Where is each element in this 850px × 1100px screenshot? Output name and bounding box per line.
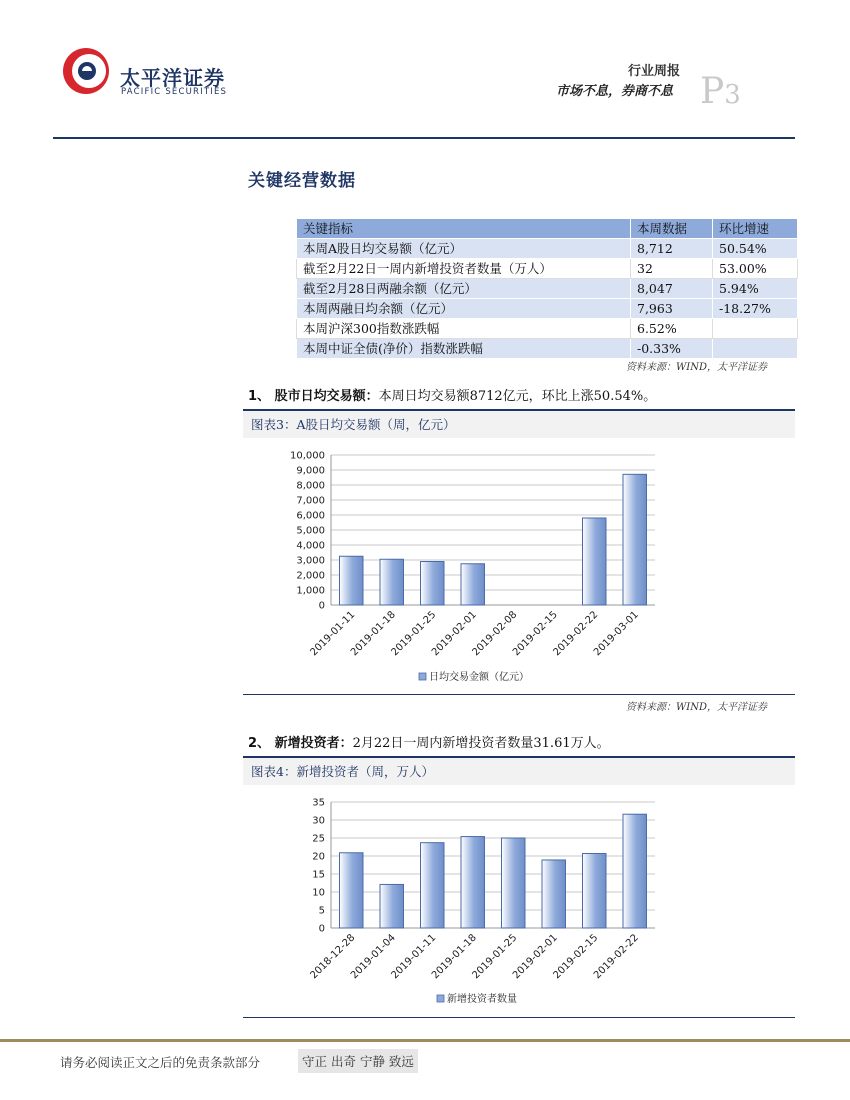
x-tick-label: 2019-01-18	[348, 609, 398, 659]
y-tick-label: 1,000	[296, 585, 325, 597]
source-note: 资料来源：WIND，太平洋证券	[626, 702, 767, 713]
page-digit: 3	[724, 80, 741, 110]
y-tick-label: 2,000	[296, 570, 325, 582]
bar	[623, 474, 646, 605]
report-type: 行业周报	[628, 64, 681, 79]
x-tick-label: 2018-12-28	[308, 932, 358, 982]
chart-daily-turnover	[243, 440, 795, 690]
bar	[502, 838, 525, 928]
x-tick-label: 2019-02-22	[591, 932, 641, 982]
table-cell: 32	[631, 259, 713, 279]
y-tick-label: 10	[312, 887, 325, 899]
bar	[461, 837, 484, 928]
table-cell: -18.27%	[713, 299, 798, 319]
paragraph-text: 2月22日一周内新增投资者数量31.61万人。	[352, 736, 610, 751]
bar	[542, 860, 565, 928]
x-tick-label: 2019-01-25	[389, 609, 439, 659]
y-tick-label: 5,000	[296, 525, 325, 537]
bar	[421, 562, 444, 606]
header-divider	[53, 137, 795, 139]
figure-title: 图表3：A股日均交易额（周，亿元）	[243, 411, 795, 438]
y-tick-label: 5	[318, 905, 325, 917]
figure-bottom-rule	[243, 1017, 795, 1018]
bar	[380, 559, 403, 605]
table-row	[297, 239, 798, 259]
y-tick-label: 20	[312, 851, 325, 863]
y-tick-label: 8,000	[296, 480, 325, 492]
table-cell: 本周中证全债(净价）指数涨跌幅	[297, 339, 631, 359]
figure-bottom-rule	[243, 694, 795, 695]
table-cell: 8,047	[631, 279, 713, 299]
paragraph-new-investors	[248, 732, 610, 751]
y-tick-label: 6,000	[296, 510, 325, 522]
legend-swatch	[419, 673, 426, 680]
table-header-cell: 环比增速	[713, 219, 798, 239]
y-tick-label: 9,000	[296, 465, 325, 477]
table-row	[297, 299, 798, 319]
disclaimer-note: 请务必阅读正文之后的免责条款部分	[60, 1055, 261, 1070]
table-cell: 6.52%	[631, 319, 713, 339]
report-tagline: 市场不息，券商不息	[556, 84, 674, 99]
bar	[421, 843, 444, 928]
y-tick-label: 25	[312, 833, 325, 845]
key-data-table	[296, 218, 798, 359]
bar	[380, 884, 403, 928]
table-cell: 截至2月28日两融余额（亿元）	[297, 279, 631, 299]
figure-title: 图表4：新增投资者（周，万人）	[243, 758, 795, 785]
company-motto: 守正 出奇 宁静 致远	[298, 1049, 418, 1073]
bar	[461, 564, 484, 605]
x-tick-label: 2019-02-01	[429, 609, 479, 659]
bar	[583, 853, 606, 928]
page-number	[700, 72, 741, 115]
y-tick-label: 4,000	[296, 540, 325, 552]
y-tick-label: 35	[312, 797, 325, 809]
table-cell	[713, 339, 798, 359]
table-cell: 本周两融日均余额（亿元）	[297, 299, 631, 319]
table-cell: 7,963	[631, 299, 713, 319]
x-tick-label: 2019-01-11	[308, 609, 358, 659]
x-tick-label: 2019-01-18	[429, 932, 479, 982]
paragraph-label: 1、 股市日均交易额：	[248, 389, 379, 404]
table-cell	[713, 319, 798, 339]
footer-divider	[0, 1039, 850, 1042]
table-cell: 本周沪深300指数涨跌幅	[297, 319, 631, 339]
x-tick-label: 2019-02-15	[551, 932, 601, 982]
legend-label: 日均交易金额（亿元）	[429, 672, 529, 683]
paragraph-text: 本周日均交易额8712亿元，环比上涨50.54%。	[378, 389, 657, 404]
paragraph-label: 2、 新增投资者：	[248, 736, 353, 751]
x-tick-label: 2019-01-25	[470, 932, 520, 982]
table-cell: 截至2月22日一周内新增投资者数量（万人）	[297, 259, 631, 279]
company-logo-icon	[60, 44, 112, 96]
bar	[340, 853, 363, 928]
company-name-en: PACIFIC SECURITIES	[121, 87, 228, 97]
table-cell: 本周A股日均交易额（亿元）	[297, 239, 631, 259]
table-row	[297, 279, 798, 299]
x-tick-label: 2019-02-01	[510, 932, 560, 982]
table-row	[297, 259, 798, 279]
y-tick-label: 7,000	[296, 495, 325, 507]
page-letter: P	[700, 71, 725, 112]
section-title: 关键经营数据	[248, 171, 356, 191]
y-tick-label: 3,000	[296, 555, 325, 567]
company-name: 太平洋证券	[120, 66, 225, 90]
bar	[623, 814, 646, 928]
x-tick-label: 2019-02-15	[510, 609, 560, 659]
paragraph-trading-volume	[248, 385, 656, 404]
x-tick-label: 2019-02-22	[551, 609, 601, 659]
source-note: 资料来源：WIND，太平洋证券	[626, 362, 767, 373]
y-tick-label: 0	[318, 923, 325, 935]
legend-swatch	[437, 995, 444, 1002]
x-tick-label: 2019-01-04	[348, 932, 398, 982]
table-header-cell: 关键指标	[297, 219, 631, 239]
bar	[583, 518, 606, 605]
x-tick-label: 2019-02-08	[470, 609, 520, 659]
table-cell: 5.94%	[713, 279, 798, 299]
y-tick-label: 15	[312, 869, 325, 881]
table-row	[297, 339, 798, 359]
x-tick-label: 2019-01-11	[389, 932, 439, 982]
bar	[340, 556, 363, 605]
table-cell: -0.33%	[631, 339, 713, 359]
table-header-cell: 本周数据	[631, 219, 713, 239]
y-tick-label: 30	[312, 815, 325, 827]
table-cell: 8,712	[631, 239, 713, 259]
table-row	[297, 319, 798, 339]
x-tick-label: 2019-03-01	[591, 609, 641, 659]
y-tick-label: 0	[318, 600, 325, 612]
table-header-row	[297, 219, 798, 239]
legend-label: 新增投资者数量	[447, 994, 517, 1005]
chart-new-investors	[243, 787, 795, 1013]
table-cell: 53.00%	[713, 259, 798, 279]
y-tick-label: 10,000	[290, 450, 325, 462]
table-cell: 50.54%	[713, 239, 798, 259]
